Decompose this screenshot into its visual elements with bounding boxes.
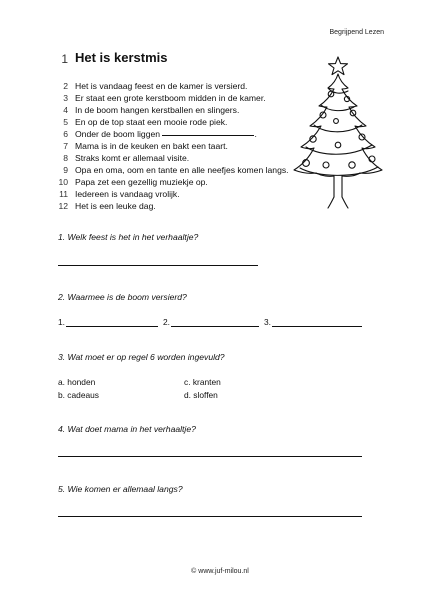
- story-line-number: 11: [59, 189, 68, 199]
- story-line-number: 3: [63, 93, 68, 103]
- option-b[interactable]: b. cadeaus: [58, 390, 99, 400]
- answer-label-2-1: 1.: [58, 317, 65, 327]
- story-line-number: 9: [63, 165, 68, 175]
- ornament: [335, 142, 341, 148]
- story-line-text: Mama is in de keuken en bakt een taart.: [75, 141, 228, 151]
- answer-line-5[interactable]: [58, 516, 362, 517]
- garland: [300, 167, 378, 175]
- story-line-text: Iedereen is vandaag vrolijk.: [75, 189, 180, 199]
- story-line-text: Opa en oma, oom en tante en alle neefjes komen langs.: [75, 165, 289, 175]
- story-line-number: 12: [58, 201, 68, 211]
- option-c[interactable]: c. kranten: [184, 377, 221, 387]
- tree-outline: [294, 74, 382, 197]
- option-d[interactable]: d. sloffen: [184, 390, 218, 400]
- fill-in-blank[interactable]: [162, 135, 254, 136]
- story-line-number: 5: [63, 117, 68, 127]
- answer-line-2-1[interactable]: [66, 326, 158, 327]
- header-category: Begrijpend Lezen: [329, 29, 384, 36]
- ornament: [334, 119, 339, 124]
- story-line-number: 6: [63, 129, 68, 139]
- ornament: [349, 162, 355, 168]
- story-line-number: 8: [63, 153, 68, 163]
- question-1: 1. Welk feest is het in het verhaaltje?: [58, 232, 199, 242]
- garland: [306, 145, 372, 154]
- answer-line-2-2[interactable]: [171, 326, 259, 327]
- answer-label-2-3: 3.: [264, 317, 271, 327]
- story-line-text: Er staat een grote kerstboom midden in de kamer.: [75, 93, 266, 103]
- question-3: 3. Wat moet er op regel 6 worden ingevuld?: [58, 352, 225, 362]
- story-line-text: Het is een leuke dag.: [75, 201, 156, 211]
- story-line-number: 4: [63, 105, 68, 115]
- answer-line-4[interactable]: [58, 456, 362, 457]
- story-line-text: Papa zet een gezellig muziekje op.: [75, 177, 208, 187]
- story-line-fill-in: [75, 129, 257, 139]
- story-line-suffix: .: [254, 129, 257, 139]
- title-line-number: 1: [61, 52, 68, 66]
- christmas-tree-illustration: [292, 55, 384, 215]
- answer-line-2-3[interactable]: [272, 326, 362, 327]
- page-title: Het is kerstmis: [75, 50, 168, 65]
- ornament: [359, 134, 365, 140]
- question-2: 2. Waarmee is de boom versierd?: [58, 292, 187, 302]
- star-icon: [329, 57, 348, 75]
- story-line-text: Het is vandaag feest en de kamer is versierd.: [75, 81, 248, 91]
- story-line-text: En op de top staat een mooie rode piek.: [75, 117, 228, 127]
- ornament: [323, 162, 329, 168]
- question-5: 5. Wie komen er allemaal langs?: [58, 484, 183, 494]
- answer-line-1[interactable]: [58, 265, 258, 266]
- tree-trunk: [328, 197, 348, 208]
- story-line-number: 7: [63, 141, 68, 151]
- question-4: 4. Wat doet mama in het verhaaltje?: [58, 424, 196, 434]
- option-a[interactable]: a. honden: [58, 377, 96, 387]
- story-line-number: 10: [58, 177, 68, 187]
- answer-label-2-2: 2.: [163, 317, 170, 327]
- story-line-text: Onder de boom liggen: [75, 129, 161, 139]
- story-line-number: 2: [63, 81, 68, 91]
- story-line-text: In de boom hangen kerstballen en slingers.: [75, 105, 240, 115]
- story-line-text: Straks komt er allemaal visite.: [75, 153, 190, 163]
- footer-copyright: © www.juf-milou.nl: [191, 568, 249, 575]
